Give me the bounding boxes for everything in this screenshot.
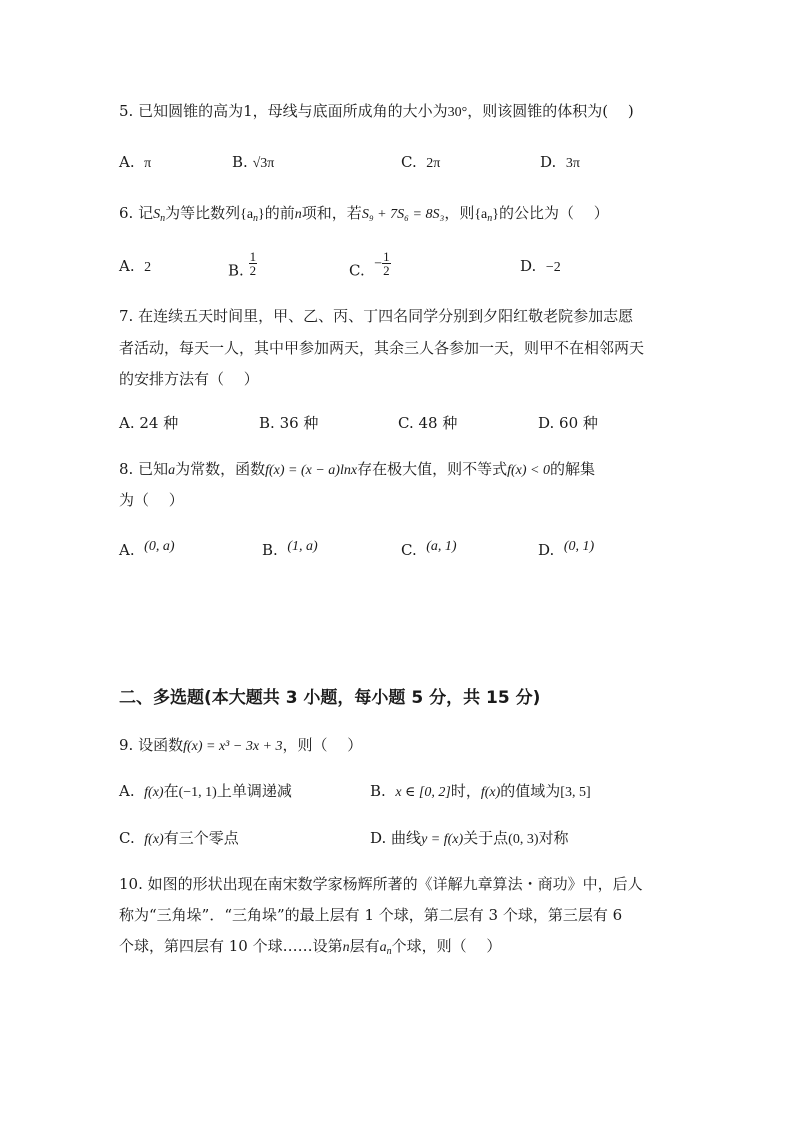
q6-seq-sub: n bbox=[253, 213, 259, 224]
q8-text: 的解集 bbox=[549, 460, 595, 478]
numerator: 1 bbox=[383, 249, 390, 264]
question-6-stem bbox=[119, 203, 609, 229]
q6-n: n bbox=[294, 207, 302, 222]
q7-option-b bbox=[259, 413, 318, 433]
q9b-condition: x ∈ [0, 2] bbox=[395, 785, 451, 800]
question-10-line-1: 10. 如图的形状出现在南宋数学家杨辉所著的《详解九章算法・商功》中，后人 bbox=[119, 875, 643, 893]
q9-option-a bbox=[119, 781, 292, 803]
option-letter: A. bbox=[119, 153, 135, 171]
q10-n: n bbox=[342, 940, 350, 955]
q9b-f: f(x) bbox=[480, 785, 501, 800]
q6-text: ，则 bbox=[444, 204, 475, 222]
q5-angle: 30° bbox=[447, 105, 468, 120]
q9a-text: 在 bbox=[163, 782, 179, 800]
option-letter: D. bbox=[520, 257, 537, 275]
question-8-stem bbox=[119, 459, 595, 481]
q10-text: 个球，则（ ） bbox=[391, 937, 502, 955]
q9d-text: 曲线 bbox=[391, 829, 422, 847]
option-letter: B. bbox=[259, 414, 275, 432]
q9b-text: 的值域为 bbox=[500, 782, 561, 800]
q6-option-d bbox=[520, 256, 561, 278]
fraction bbox=[382, 250, 391, 277]
q6-sn: S bbox=[153, 207, 161, 222]
question-5-stem bbox=[119, 101, 634, 123]
q9-option-b bbox=[370, 781, 591, 803]
q8-function: f(x) = (x − a)lnx bbox=[265, 463, 358, 478]
q8-text: 8. 已知 bbox=[119, 460, 169, 478]
q6-text: 项和，若 bbox=[301, 204, 362, 222]
q5-option-d bbox=[540, 152, 580, 174]
option-letter: C. bbox=[349, 261, 365, 280]
option-value: 48 种 bbox=[418, 414, 458, 432]
option-value: 36 种 bbox=[279, 414, 319, 432]
q9d-point: (0, 3) bbox=[508, 832, 539, 847]
question-7-line-3: 的安排方法有（ ） bbox=[119, 370, 259, 388]
q9-option-c bbox=[119, 828, 239, 850]
option-letter: A. bbox=[119, 782, 135, 800]
option-letter: D. bbox=[370, 829, 387, 847]
question-7-line-2: 者活动，每天一人，其中甲参加两天，其余三人各参加一天，则甲不在相邻两天 bbox=[119, 339, 645, 357]
q8-option-a bbox=[119, 537, 174, 560]
option-letter: D. bbox=[540, 153, 557, 171]
q9d-curve: y = f(x) bbox=[421, 832, 464, 847]
option-letter: C. bbox=[401, 153, 417, 171]
q9c-f: f(x) bbox=[144, 832, 164, 847]
q6-seq2-end: } bbox=[492, 207, 499, 222]
q9-option-d bbox=[370, 828, 569, 850]
q9b-text: 时， bbox=[450, 782, 481, 800]
q5-stem-text: 5. 已知圆锥的高为1，母线与底面所成角的大小为 bbox=[119, 102, 448, 120]
q9d-text: 关于点 bbox=[463, 829, 509, 847]
q9d-text: 对称 bbox=[538, 829, 569, 847]
question-9-stem bbox=[119, 735, 362, 757]
q7-option-a bbox=[119, 413, 178, 433]
option-value: 60 种 bbox=[559, 414, 598, 432]
q6-option-c bbox=[349, 250, 391, 281]
option-letter: C. bbox=[401, 541, 417, 559]
q8-option-b bbox=[262, 537, 318, 560]
option-letter: B. bbox=[228, 261, 244, 280]
denominator: 2 bbox=[383, 263, 390, 278]
q9a-f: f(x) bbox=[144, 785, 164, 800]
option-value: (a, 1) bbox=[426, 539, 457, 554]
option-value: 2 bbox=[144, 260, 152, 275]
fraction bbox=[249, 250, 258, 277]
q8-option-c bbox=[401, 537, 457, 560]
q10-text: 层有 bbox=[349, 937, 380, 955]
option-value: √3π bbox=[252, 156, 275, 171]
option-letter: B. bbox=[262, 541, 278, 559]
q5-option-c bbox=[401, 152, 440, 174]
q6-condition: S₉ + 7S₆ = 8S₃ bbox=[361, 207, 445, 222]
q6-option-a bbox=[119, 256, 151, 278]
q10-text: 个球，第四层有 10 个球……设第 bbox=[119, 937, 343, 955]
q6-text: 6. 记 bbox=[119, 204, 154, 222]
q9a-text: 上单调递减 bbox=[216, 782, 292, 800]
q8-text: 存在极大值，则不等式 bbox=[357, 460, 508, 478]
q9-text: 9. 设函数 bbox=[119, 736, 184, 754]
option-letter: C. bbox=[119, 829, 135, 847]
question-10-line-3 bbox=[119, 936, 501, 962]
option-letter: B. bbox=[232, 153, 248, 171]
option-value: (1, a) bbox=[287, 539, 318, 554]
q9-function: f(x) = x³ − 3x + 3 bbox=[183, 739, 283, 754]
numerator: 1 bbox=[249, 249, 257, 264]
q5-option-a bbox=[119, 152, 151, 174]
option-letter: C. bbox=[398, 414, 414, 432]
q6-option-b bbox=[228, 250, 257, 281]
q7-option-c bbox=[398, 413, 457, 433]
q10-an: a bbox=[379, 940, 387, 955]
option-letter: A. bbox=[119, 414, 135, 432]
q10-an-sub: n bbox=[386, 946, 392, 957]
option-letter: D. bbox=[538, 414, 555, 432]
q9-text: ，则（ ） bbox=[282, 736, 363, 754]
option-value: −2 bbox=[545, 260, 561, 275]
q6-seq2-sub: n bbox=[487, 213, 493, 224]
sign: − bbox=[374, 256, 383, 272]
option-letter: D. bbox=[538, 541, 555, 559]
q8-inequality: f(x) < 0 bbox=[507, 463, 550, 478]
q6-seq2: {a bbox=[474, 207, 488, 222]
q9b-range: [3, 5] bbox=[560, 785, 591, 800]
q5-option-b bbox=[232, 152, 274, 174]
question-8-line-2: 为（ ） bbox=[119, 491, 184, 509]
q6-seq: {a bbox=[240, 207, 254, 222]
q8-a: a bbox=[168, 463, 176, 478]
q6-text: 为等比数列 bbox=[165, 204, 241, 222]
option-value: 2π bbox=[426, 156, 441, 171]
q8-option-d bbox=[538, 537, 594, 560]
option-value: (0, 1) bbox=[563, 539, 595, 554]
q5-stem-end: ，则该圆锥的体积为( ) bbox=[467, 102, 634, 120]
question-7-line-1: 7. 在连续五天时间里，甲、乙、丙、丁四名同学分别到夕阳红敬老院参加志愿 bbox=[119, 307, 634, 325]
q6-text: 的公比为（ ） bbox=[499, 204, 609, 222]
denominator: 2 bbox=[249, 263, 257, 278]
option-value: π bbox=[144, 156, 152, 171]
option-letter: A. bbox=[119, 257, 135, 275]
q9c-text: 有三个零点 bbox=[163, 829, 239, 847]
section-2-heading: 二、多选题(本大题共 3 小题，每小题 5 分，共 15 分) bbox=[119, 688, 541, 708]
q8-text: 为常数，函数 bbox=[175, 460, 266, 478]
option-value: 24 种 bbox=[139, 414, 179, 432]
q6-seq-end: } bbox=[258, 207, 265, 222]
option-value: (0, a) bbox=[144, 539, 175, 554]
q6-sn-sub: n bbox=[160, 213, 166, 224]
question-10-line-2: 称为“三角垛”．“三角垛”的最上层有 1 个球，第二层有 3 个球，第三层有 6 bbox=[119, 906, 623, 924]
option-value: 3π bbox=[565, 156, 580, 171]
q7-option-d bbox=[538, 413, 598, 433]
q6-text: 的前 bbox=[264, 204, 295, 222]
option-letter: B. bbox=[370, 782, 386, 800]
q9a-interval: (−1, 1) bbox=[178, 785, 217, 800]
option-letter: A. bbox=[119, 541, 135, 559]
